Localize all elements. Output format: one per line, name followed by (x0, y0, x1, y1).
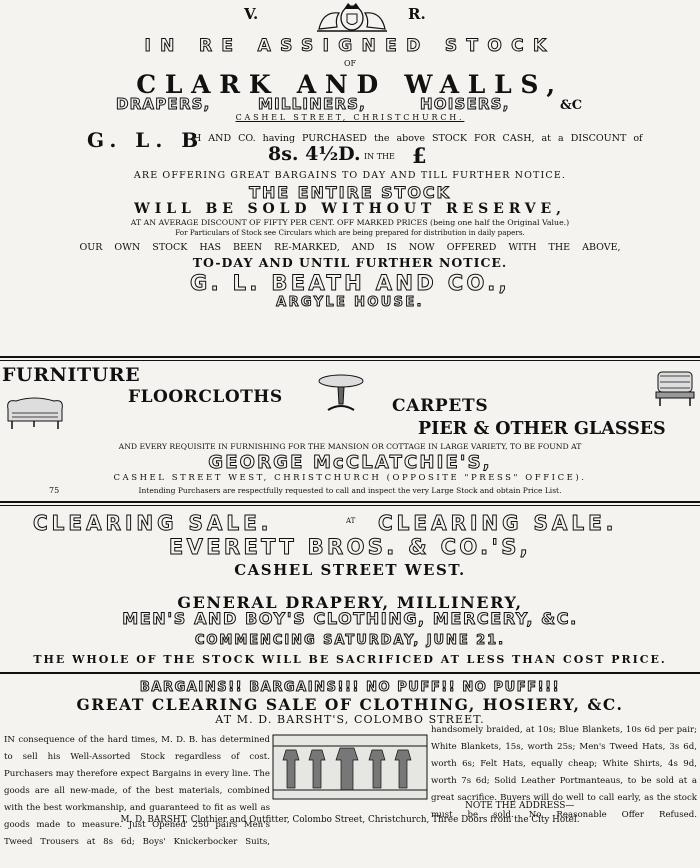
at-barsht-colombo-street: AT M. D. BARSHT'S, COLOMBO STREET. (215, 713, 485, 726)
divider-1 (0, 356, 700, 358)
everett-bros-name: EVERETT BROS. & CO.'S, (168, 535, 532, 559)
glb-initials: G. L. B (87, 128, 205, 152)
sofa-illustration-icon (4, 395, 66, 431)
offering-great-bargains: ARE OFFERING GREAT BARGAINS TO DAY AND TILL FURTHER NOTICE. (133, 170, 567, 181)
floorcloths-heading: FLOORCLOTHS (128, 387, 283, 407)
trade-etc: &C (560, 98, 583, 113)
whole-stock-sacrificed: THE WHOLE OF THE STOCK WILL BE SACRIFICED AT LESS THAN COST PRICE. (33, 653, 667, 666)
barsht-right-column: handsomely braided, at 10s; Blue Blankets, 10s 6d per pair; White Blankets, 15s, worth 25s; Men's Tweed Hats, 3s 6d, worth 6s; Felt Hats, equally cheap; White Shirts, 4s 9d, worth 7s 6d; Solid Leather Portmanteaus, to be sold at a great sacrifice. Buyers will do well to call early, as the stock must be sold. No Reasonable Offer Refused. (431, 725, 697, 820)
own-stock-text: OUR OWN STOCK HAS BEEN RE-MARKED, AND IS NOW OFFERED WITH THE ABOVE, (79, 242, 621, 253)
mcclatchie-address: CASHEL STREET WEST, CHRISTCHURCH (OPPOSITE "PRESS" OFFICE). (113, 473, 587, 483)
of-label: OF (343, 59, 357, 68)
address-cashel-street: CASHEL STREET, CHRISTCHURCH. (235, 113, 465, 122)
vr-right: R. (408, 5, 426, 23)
clothing-shop-illustration-icon (272, 734, 428, 800)
divider-2 (0, 501, 700, 503)
trade-drapers: DRAPERS, (116, 95, 211, 113)
royal-coat-of-arms-icon (311, 1, 393, 33)
commencing-saturday: COMMENCING SATURDAY, JUNE 21. (194, 633, 506, 648)
furniture-heading: FURNITURE (2, 364, 141, 386)
trade-hoisers: HOISERS, (420, 95, 510, 113)
barsht-footer-address: M. D. BARSHT, Clothier and Outfitter, Colombo Street, Christchurch, Three Doors from the City Hotel. (120, 815, 580, 825)
in-the-label: IN THE (364, 152, 395, 161)
clearing-sale-left: CLEARING SALE. (33, 511, 273, 535)
barsht-left-column: IN consequence of the hard times, M. D. B. has determined to sell his Well-Assorted Stock regardless of cost. Purchasers may therefore expect Bargains in every line. The goods are all new-made, of the best materials, combined with the best workmanship, and guaranteed to fit as well as goods made to measure. Just Opened 250 pairs Men's Tweed Trousers at 8s 6d; Boys' Knickerbocker Suits, (4, 735, 270, 847)
every-requisite-text: AND EVERY REQUISITE IN FURNISHING FOR THE MANSION OR COTTAGE IN LARGE VARIETY, TO BE FOUND AT (118, 442, 582, 451)
circulars-text: For Particulars of Stock see Circulars which are being prepared for distribution in daily papers. (175, 228, 525, 237)
glb-purchase-text: H AND CO. having PURCHASED the above STOCK FOR CASH, at a DISCOUNT of (193, 133, 643, 144)
pound-symbol: £ (412, 143, 427, 168)
ad-number: 75 (49, 486, 60, 495)
the-entire-stock: THE ENTIRE STOCK (249, 183, 451, 202)
header-in-re-assigned-stock: IN RE ASSIGNED STOCK (144, 36, 556, 56)
will-be-sold-without-reserve: WILL BE SOLD WITHOUT RESERVE, (134, 201, 566, 217)
intending-purchasers-text: Intending Purchasers are respectfully requested to call and inspect the very Large Stock and obtain Price List. (138, 486, 562, 495)
pier-other-glasses-heading: PIER & OTHER GLASSES (418, 419, 666, 439)
clearing-sale-right: CLEARING SALE. (378, 511, 618, 535)
average-discount-text: AT AN AVERAGE DISCOUNT OF FIFTY PER CENT. OFF MARKED PRICES (being one half the Original Value.) (130, 218, 570, 227)
table-illustration-icon (316, 372, 366, 414)
divider-3 (0, 672, 700, 674)
note-the-address: NOTE THE ADDRESS— (465, 801, 575, 811)
at-label: AT (346, 517, 356, 525)
today-until-further-notice: TO-DAY AND UNTIL FURTHER NOTICE. (192, 255, 508, 270)
discount-amount: 8s. 4½D. (268, 143, 361, 165)
carpets-heading: CARPETS (392, 396, 489, 416)
firm-clark-and-walls: CLARK AND WALLS, (136, 70, 564, 99)
george-mcclatchie-name: GEORGE McCLATCHIE'S, (208, 452, 492, 473)
vr-left: V. (244, 5, 259, 23)
bargains-no-puff: BARGAINS!! BARGAINS!!! NO PUFF!! NO PUFF!!! (139, 680, 561, 695)
cashel-street-west: CASHEL STREET WEST. (234, 561, 466, 579)
chair-illustration-icon (654, 368, 696, 408)
mens-and-boys-clothing: MEN'S AND BOY'S CLOTHING, MERCERY, &C. (122, 609, 578, 628)
trade-milliners: MILLINERS, (258, 95, 367, 113)
divider-2b (0, 505, 700, 506)
beath-and-co: G. L. BEATH AND CO., (190, 271, 510, 295)
great-clearing-sale: GREAT CLEARING SALE OF CLOTHING, HOSIERY, &C. (76, 695, 624, 714)
general-drapery-millinery: GENERAL DRAPERY, MILLINERY, (177, 593, 523, 612)
divider-1b (0, 360, 700, 361)
argyle-house: ARGYLE HOUSE. (276, 295, 424, 310)
